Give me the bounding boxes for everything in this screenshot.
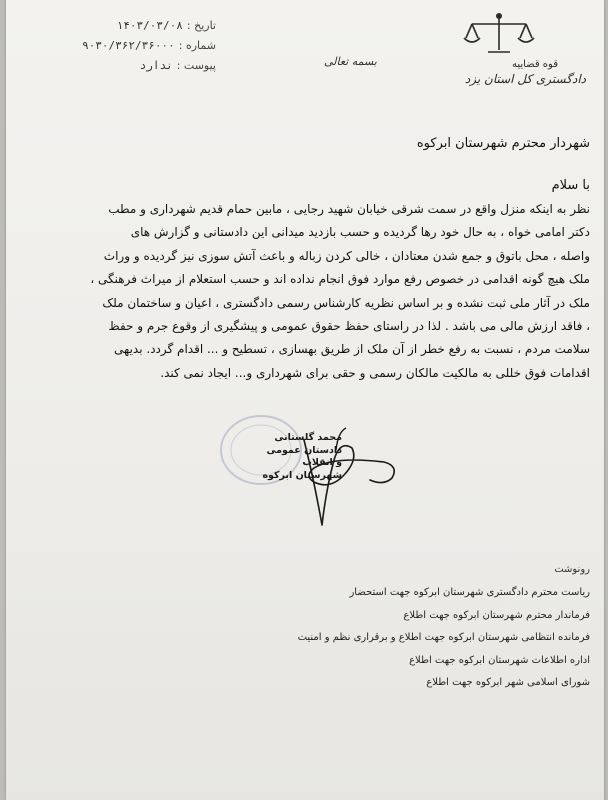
org-line-1: قوه قضاییه [511, 59, 558, 70]
scales-of-justice-icon [458, 10, 540, 58]
org-name [446, 58, 586, 86]
cc-item: فرماندار محترم شهرستان ابرکوه جهت اطلاع [403, 609, 590, 621]
cc-item: اداره اطلاعات شهرستان ابرکوه جهت اطلاع [409, 654, 590, 666]
number-value: ۹۰۳۰/۳۶۲/۳۶۰۰۰ [82, 39, 175, 52]
body-line: سلامت مردم ، نسبت به رفع خطر از آن ملک از طریق بهسازی ، تسطیح و ... اقدام گردد. بدیهی [114, 342, 590, 357]
cc-item: فرمانده انتظامی شهرستان ابرکوه جهت اطلاع و برقراری نظم و امنیت [297, 632, 590, 643]
attachment-value: ندارد [139, 59, 173, 72]
signatory-title-3: شهرستان ابرکوه [262, 469, 342, 481]
cc-list [170, 582, 590, 695]
letter-page [6, 0, 604, 800]
body-line: ملک در آثار ملی ثبت نشده و بر اساس نظریه کارشناس رسمی دادگستری ، اعیان و ساختمان ملک [102, 295, 590, 310]
org-line-2: دادگستری کل استان یزد [464, 72, 586, 86]
body-line: ، فاقد ارزش مالی می باشد . لذا در راستای حفظ حقوق عمومی و پیشگیری از وقوع جرم و حفظ [108, 319, 590, 334]
signatory-title-1: دادستان عمومی [266, 444, 342, 456]
letter-meta [66, 16, 216, 76]
date-label: تاریخ : [186, 19, 216, 32]
attachment-row [66, 56, 216, 76]
attachment-label: پیوست : [176, 59, 216, 72]
basmala: بسمه تعالی [324, 55, 377, 68]
date-value: ۱۴۰۳/۰۳/۰۸ [116, 19, 183, 32]
number-row [66, 36, 216, 56]
body-line: نظر به اینکه منزل واقع در سمت شرقی خیابان شهید رجایی ، مابین حمام قدیم شهرداری و مطب [108, 202, 590, 216]
handwritten-signature [274, 420, 414, 530]
letter-body [30, 198, 590, 385]
body-line: دکتر امامی خواه ، به حال خود رها گردیده و حسب بازدید میدانی این دادستانی و گزارش های [130, 225, 590, 240]
cc-item: ریاست محترم دادگستری شهرستان ابرکوه جهت استحضار [349, 587, 590, 598]
cc-title: رونوشت [554, 564, 590, 575]
salutation: با سلام [551, 178, 590, 193]
body-line: اقدامات فوق خللی به مالکیت مالکان رسمی و حقی برای شهرداری و... ایجاد نمی کند. [160, 365, 590, 380]
cc-item: شورای اسلامی شهر ابرکوه جهت اطلاع [426, 677, 590, 688]
recipient: شهردار محترم شهرستان ابرکوه [416, 136, 590, 151]
signatory-name: محمد گلستانی [274, 432, 342, 443]
body-line: ملک هیچ گونه اقدامی در خصوص رفع موارد فوق انجام نداده اند و حسب استعلام از میراث فرهنگی ، [90, 272, 590, 287]
body-line: واصله ، محل باتوق و جمع شدن معتادان ، خالی کردن زباله و باعث آتش سوزی نیز گردیده و وراث [103, 248, 590, 263]
date-row [66, 16, 216, 36]
signatory-title-2: و انقلاب [302, 457, 342, 468]
number-label: شماره : [178, 39, 216, 52]
